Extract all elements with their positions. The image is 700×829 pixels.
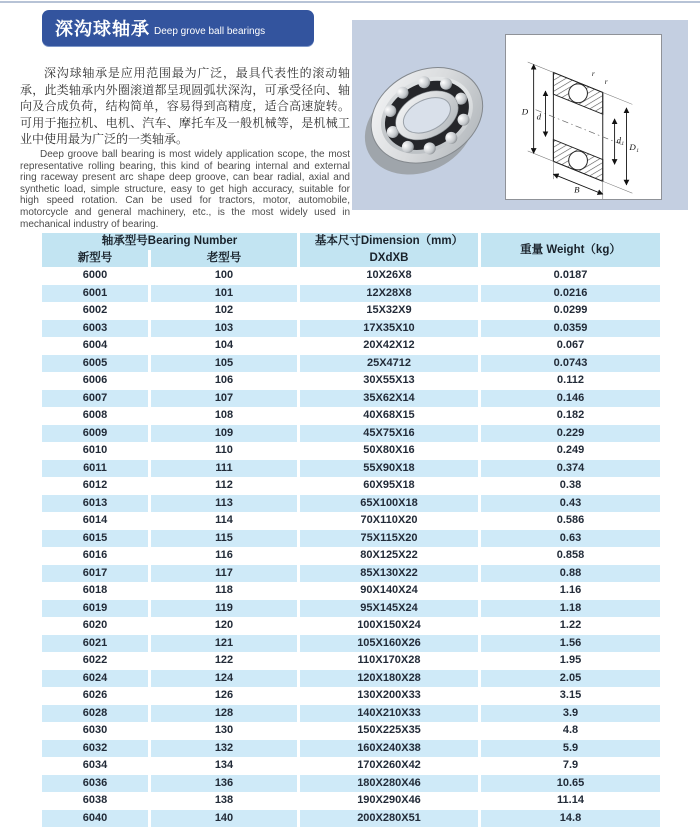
- cell-weight: 1.18: [481, 600, 660, 618]
- header-dimension-title: 基本尺寸Dimension（mm）: [314, 235, 464, 247]
- table-row: [42, 635, 660, 653]
- table-row: [42, 495, 660, 513]
- cell-old-model: 138: [151, 792, 297, 810]
- cell-dimension: 70X110X20: [300, 512, 478, 530]
- cell-new-model: 6038: [42, 792, 148, 810]
- illustration-panel: [352, 20, 688, 210]
- cell-dimension: 95X145X24: [300, 600, 478, 618]
- table-row: [42, 337, 660, 355]
- table-row: [42, 687, 660, 705]
- cell-dimension: 55X90X18: [300, 460, 478, 478]
- table-row: [42, 530, 660, 548]
- cell-dimension: 15X32X9: [300, 302, 478, 320]
- intro-paragraph-zh: 深沟球轴承是应用范围最为广泛，最具代表性的滚动轴承，此类轴承内外圈滚道都呈现圆弧状深沟，可承受径向、轴向及合成负荷，结构简单，容易得到高精度，适合高速旋转。可用于拖拉机、电机、汽车、摩托车及一般机械等，是机械工业中使用最为广泛的一类轴承。: [20, 66, 350, 147]
- table-row: [42, 652, 660, 670]
- cell-new-model: 6019: [42, 600, 148, 618]
- cell-old-model: 140: [151, 810, 297, 828]
- cell-weight: 0.112: [481, 372, 660, 390]
- cell-new-model: 6018: [42, 582, 148, 600]
- cell-old-model: 107: [151, 390, 297, 408]
- top-ball: [569, 84, 588, 103]
- cell-new-model: 6016: [42, 547, 148, 565]
- cell-weight: 0.0299: [481, 302, 660, 320]
- cell-weight: 0.374: [481, 460, 660, 478]
- cell-weight: 7.9: [481, 757, 660, 775]
- cell-weight: 2.05: [481, 670, 660, 688]
- cell-new-model: 6007: [42, 390, 148, 408]
- cell-weight: 1.56: [481, 635, 660, 653]
- cell-old-model: 103: [151, 320, 297, 338]
- cell-old-model: 117: [151, 565, 297, 583]
- cell-old-model: 122: [151, 652, 297, 670]
- cell-old-model: 119: [151, 600, 297, 618]
- cell-new-model: 6036: [42, 775, 148, 793]
- intro-paragraph-en: Deep groove ball bearing is most widely application scope, the most representative rolling bearing, this kind of bearing internal and external ring raceway present arc shape deep groove, can bear radial, axial and synthetic load, simple structure, easy to get high accuracy, suitable for high speed rotation. Can be used for tractors, motor, automobile, motorcycle and general machinery, etc., is the most widely used in mechanical industry of bearing.: [20, 149, 350, 230]
- cell-new-model: 6004: [42, 337, 148, 355]
- cell-new-model: 6040: [42, 810, 148, 828]
- dimension-diagram-box: [505, 34, 662, 200]
- cell-dimension: 80X125X22: [300, 547, 478, 565]
- cell-weight: 0.88: [481, 565, 660, 583]
- table-row: [42, 600, 660, 618]
- table-row: [42, 372, 660, 390]
- cell-dimension: 25X4712: [300, 355, 478, 373]
- table-row: [42, 407, 660, 425]
- cell-dimension: 12X28X8: [300, 285, 478, 303]
- cell-dimension: 60X95X18: [300, 477, 478, 495]
- cell-old-model: 108: [151, 407, 297, 425]
- table-row: [42, 320, 660, 338]
- label-B: B: [574, 184, 580, 195]
- table-row: [42, 285, 660, 303]
- page-title-zh: 深沟球轴承: [55, 19, 150, 39]
- cell-dimension: 50X80X16: [300, 442, 478, 460]
- page-title-en: Deep grove ball bearings: [154, 25, 266, 37]
- cell-new-model: 6012: [42, 477, 148, 495]
- cell-new-model: 6024: [42, 670, 148, 688]
- cell-new-model: 6032: [42, 740, 148, 758]
- table-row: [42, 757, 660, 775]
- table-row: [42, 705, 660, 723]
- cell-new-model: 6030: [42, 722, 148, 740]
- cell-weight: 14.8: [481, 810, 660, 828]
- cell-old-model: 111: [151, 460, 297, 478]
- table-row: [42, 355, 660, 373]
- cell-weight: 1.95: [481, 652, 660, 670]
- label-d: d: [536, 111, 542, 122]
- table-row: [42, 477, 660, 495]
- cell-new-model: 6020: [42, 617, 148, 635]
- cell-new-model: 6006: [42, 372, 148, 390]
- label-D1: D₁: [629, 142, 639, 153]
- label-D: D: [521, 106, 529, 117]
- label-d1: d₁: [616, 135, 625, 146]
- table-row: [42, 792, 660, 810]
- cell-new-model: 6013: [42, 495, 148, 513]
- cell-dimension: 200X280X51: [300, 810, 478, 828]
- cell-weight: 5.9: [481, 740, 660, 758]
- cell-old-model: 106: [151, 372, 297, 390]
- top-divider: [0, 1, 700, 3]
- table-row: [42, 442, 660, 460]
- cell-dimension: 110X170X28: [300, 652, 478, 670]
- cell-weight: 1.22: [481, 617, 660, 635]
- cell-new-model: 6002: [42, 302, 148, 320]
- cell-dimension: 45X75X16: [300, 425, 478, 443]
- header-bearing-number: 轴承型号Bearing Number: [42, 233, 297, 250]
- centerline: [536, 110, 623, 145]
- header-old-model: 老型号: [151, 250, 297, 267]
- cell-old-model: 105: [151, 355, 297, 373]
- table-row: [42, 740, 660, 758]
- cell-weight: 10.65: [481, 775, 660, 793]
- cell-dimension: 40X68X15: [300, 407, 478, 425]
- cell-dimension: 35X62X14: [300, 390, 478, 408]
- cell-weight: 0.0743: [481, 355, 660, 373]
- cell-weight: 0.63: [481, 530, 660, 548]
- cell-new-model: 6003: [42, 320, 148, 338]
- cell-old-model: 109: [151, 425, 297, 443]
- cell-old-model: 126: [151, 687, 297, 705]
- cell-old-model: 130: [151, 722, 297, 740]
- cell-weight: 4.8: [481, 722, 660, 740]
- dimension-diagram: [506, 35, 661, 199]
- table-row: [42, 512, 660, 530]
- cell-old-model: 134: [151, 757, 297, 775]
- table-row: [42, 670, 660, 688]
- cell-new-model: 6021: [42, 635, 148, 653]
- cell-old-model: 136: [151, 775, 297, 793]
- cell-old-model: 124: [151, 670, 297, 688]
- cell-old-model: 120: [151, 617, 297, 635]
- label-r1: r: [604, 76, 608, 86]
- cell-new-model: 6022: [42, 652, 148, 670]
- cell-dimension: 100X150X24: [300, 617, 478, 635]
- cell-new-model: 6011: [42, 460, 148, 478]
- cell-old-model: 110: [151, 442, 297, 460]
- header-dimension: [300, 233, 478, 267]
- cell-new-model: 6034: [42, 757, 148, 775]
- table-row: [42, 547, 660, 565]
- cell-dimension: 130X200X33: [300, 687, 478, 705]
- cell-new-model: 6014: [42, 512, 148, 530]
- cell-weight: 0.182: [481, 407, 660, 425]
- cell-weight: 0.586: [481, 512, 660, 530]
- cell-dimension: 180X280X46: [300, 775, 478, 793]
- cell-dimension: 140X210X33: [300, 705, 478, 723]
- table-row: [42, 390, 660, 408]
- header-new-model: 新型号: [42, 250, 148, 267]
- cell-weight: 11.14: [481, 792, 660, 810]
- table-row: [42, 267, 660, 285]
- cell-new-model: 6028: [42, 705, 148, 723]
- cell-weight: 0.0359: [481, 320, 660, 338]
- cell-dimension: 30X55X13: [300, 372, 478, 390]
- header-dimension-formula: DXdXB: [369, 252, 409, 264]
- cell-dimension: 190X290X46: [300, 792, 478, 810]
- cell-old-model: 118: [151, 582, 297, 600]
- cell-weight: 0.146: [481, 390, 660, 408]
- cell-old-model: 112: [151, 477, 297, 495]
- cell-new-model: 6001: [42, 285, 148, 303]
- table-row: [42, 460, 660, 478]
- spec-table-wrap: [39, 233, 663, 827]
- cell-weight: 0.38: [481, 477, 660, 495]
- cell-weight: 0.229: [481, 425, 660, 443]
- bearing-spec-table: [39, 233, 663, 827]
- cell-new-model: 6010: [42, 442, 148, 460]
- cell-dimension: 65X100X18: [300, 495, 478, 513]
- cell-weight: 3.9: [481, 705, 660, 723]
- cell-old-model: 113: [151, 495, 297, 513]
- cell-dimension: 85X130X22: [300, 565, 478, 583]
- table-row: [42, 565, 660, 583]
- cell-old-model: 102: [151, 302, 297, 320]
- cell-new-model: 6015: [42, 530, 148, 548]
- cell-old-model: 128: [151, 705, 297, 723]
- table-row: [42, 425, 660, 443]
- cell-dimension: 17X35X10: [300, 320, 478, 338]
- cell-weight: 3.15: [481, 687, 660, 705]
- cell-dimension: 20X42X12: [300, 337, 478, 355]
- cell-weight: 0.067: [481, 337, 660, 355]
- cell-dimension: 150X225X35: [300, 722, 478, 740]
- cell-weight: 0.858: [481, 547, 660, 565]
- cell-dimension: 105X160X26: [300, 635, 478, 653]
- table-row: [42, 775, 660, 793]
- cell-old-model: 116: [151, 547, 297, 565]
- cell-dimension: 75X115X20: [300, 530, 478, 548]
- table-row: [42, 617, 660, 635]
- label-r2: r: [591, 69, 595, 79]
- cell-weight: 0.249: [481, 442, 660, 460]
- cell-old-model: 104: [151, 337, 297, 355]
- cell-dimension: 90X140X24: [300, 582, 478, 600]
- cell-old-model: 115: [151, 530, 297, 548]
- cell-weight: 1.16: [481, 582, 660, 600]
- cell-dimension: 170X260X42: [300, 757, 478, 775]
- bottom-ball: [569, 151, 588, 170]
- cell-new-model: 6000: [42, 267, 148, 285]
- cell-dimension: 10X26X8: [300, 267, 478, 285]
- cell-old-model: 121: [151, 635, 297, 653]
- cell-new-model: 6026: [42, 687, 148, 705]
- cell-old-model: 132: [151, 740, 297, 758]
- cell-new-model: 6009: [42, 425, 148, 443]
- cell-old-model: 101: [151, 285, 297, 303]
- cell-dimension: 160X240X38: [300, 740, 478, 758]
- cell-new-model: 6005: [42, 355, 148, 373]
- cell-dimension: 120X180X28: [300, 670, 478, 688]
- table-row: [42, 302, 660, 320]
- cell-weight: 0.0216: [481, 285, 660, 303]
- table-row: [42, 722, 660, 740]
- table-row: [42, 582, 660, 600]
- table-row: [42, 810, 660, 828]
- cell-weight: 0.0187: [481, 267, 660, 285]
- cell-new-model: 6008: [42, 407, 148, 425]
- cell-old-model: 100: [151, 267, 297, 285]
- page-title-banner: [42, 10, 314, 46]
- cell-weight: 0.43: [481, 495, 660, 513]
- header-weight: 重量 Weight（kg）: [481, 233, 660, 267]
- cell-old-model: 114: [151, 512, 297, 530]
- cell-new-model: 6017: [42, 565, 148, 583]
- bearing-photo: [354, 26, 504, 204]
